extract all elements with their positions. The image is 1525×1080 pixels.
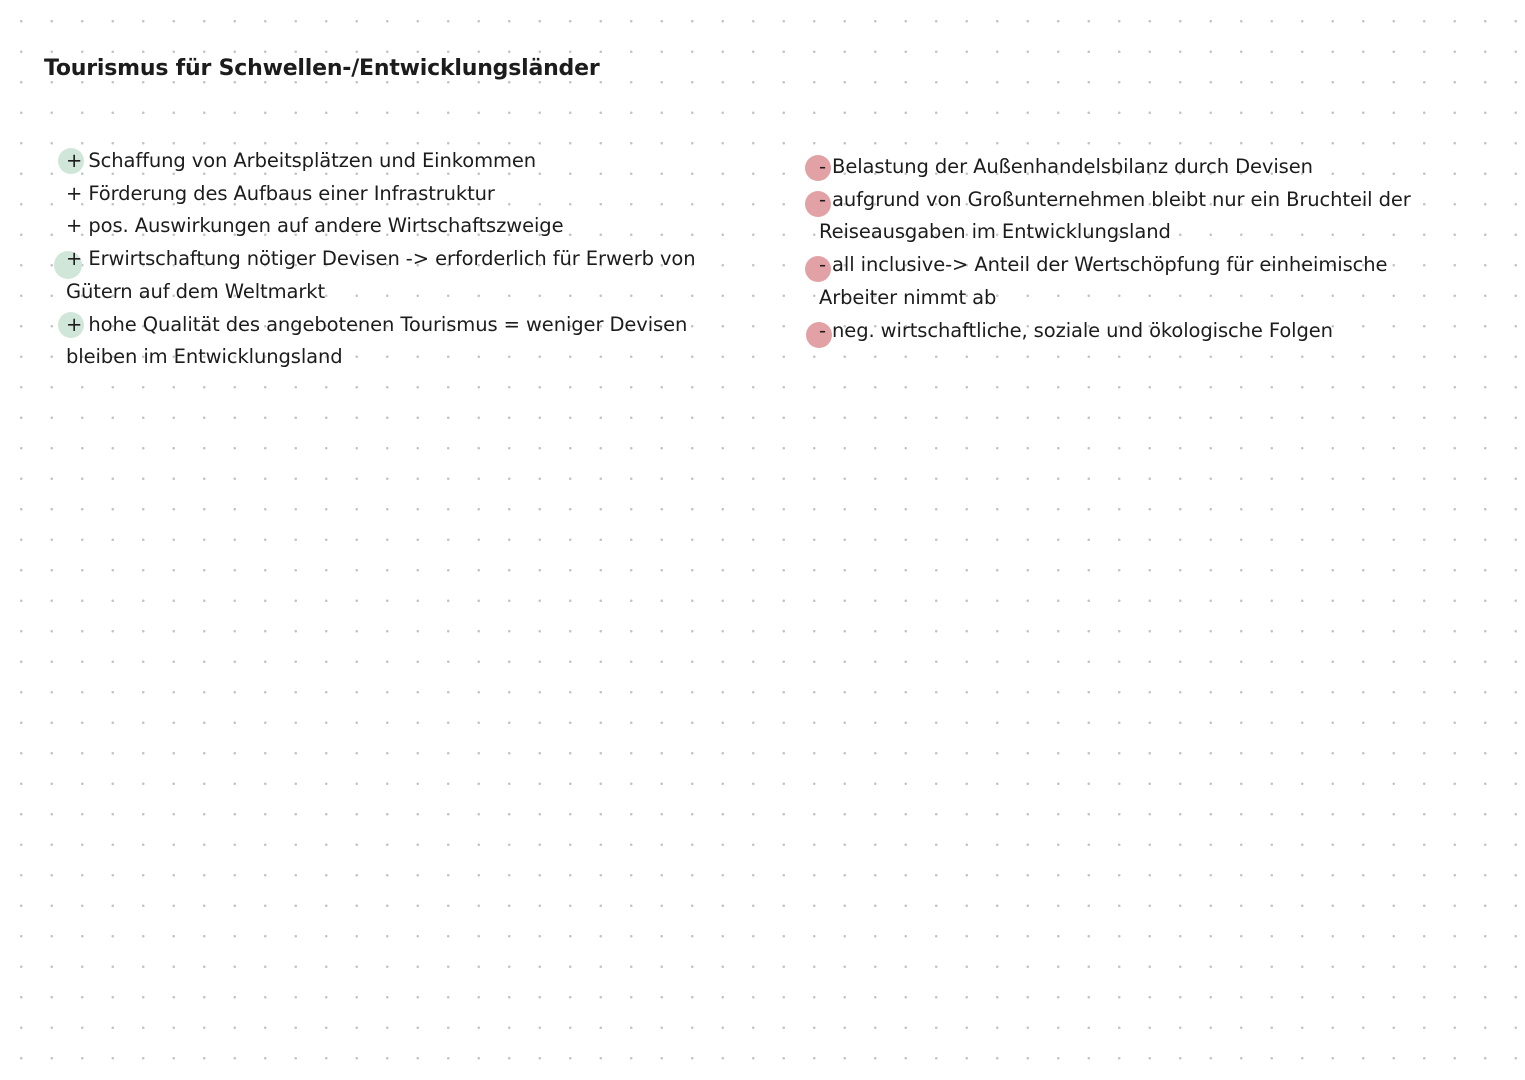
con-item-continuation: Reiseausgaben im Entwicklungsland bbox=[819, 220, 1171, 244]
con-item: - neg. wirtschaftliche, soziale und ökologische Folgen bbox=[819, 315, 1469, 348]
pro-item-continuation: Gütern auf dem Weltmarkt bbox=[66, 279, 325, 303]
pro-item: + hohe Qualität des angebotenen Tourismus = weniger Devisen bbox=[66, 309, 766, 342]
pro-item: + Förderung des Aufbaus einer Infrastruktur bbox=[66, 181, 495, 205]
plus-icon: + bbox=[66, 312, 83, 336]
con-item-continuation: Arbeiter nimmt ab bbox=[819, 285, 997, 309]
cons-list bbox=[819, 151, 1469, 347]
pro-item-continuation: bleiben im Entwicklungsland bbox=[66, 345, 343, 369]
plus-icon: + bbox=[66, 149, 83, 172]
pro-item: + pos. Auswirkungen auf andere Wirtschaftszweige bbox=[66, 214, 564, 238]
pro-item: + Erwirtschaftung nötiger Devisen -> erforderlich für Erwerb von bbox=[66, 243, 766, 276]
minus-icon: - bbox=[819, 155, 826, 178]
minus-icon: - bbox=[819, 318, 826, 342]
minus-icon: - bbox=[819, 187, 826, 211]
plus-icon: + bbox=[66, 247, 83, 271]
con-item: - Belastung der Außenhandelsbilanz durch Devisen bbox=[819, 151, 1469, 184]
highlight-dot bbox=[805, 256, 831, 282]
plus-icon: + bbox=[66, 214, 83, 238]
pro-item: + Schaffung von Arbeitsplätzen und Einkommen bbox=[66, 145, 766, 178]
page-title: Tourismus für Schwellen-/Entwicklungsländer bbox=[44, 56, 600, 81]
con-item: - all inclusive-> Anteil der Wertschöpfung für einheimische bbox=[819, 249, 1469, 282]
pros-list bbox=[66, 145, 766, 374]
highlight-dot bbox=[805, 191, 831, 217]
highlight-dot bbox=[805, 155, 831, 181]
minus-icon: - bbox=[819, 253, 826, 277]
con-item: - aufgrund von Großunternehmen bleibt nur ein Bruchteil der bbox=[819, 184, 1469, 217]
plus-icon: + bbox=[66, 181, 83, 205]
